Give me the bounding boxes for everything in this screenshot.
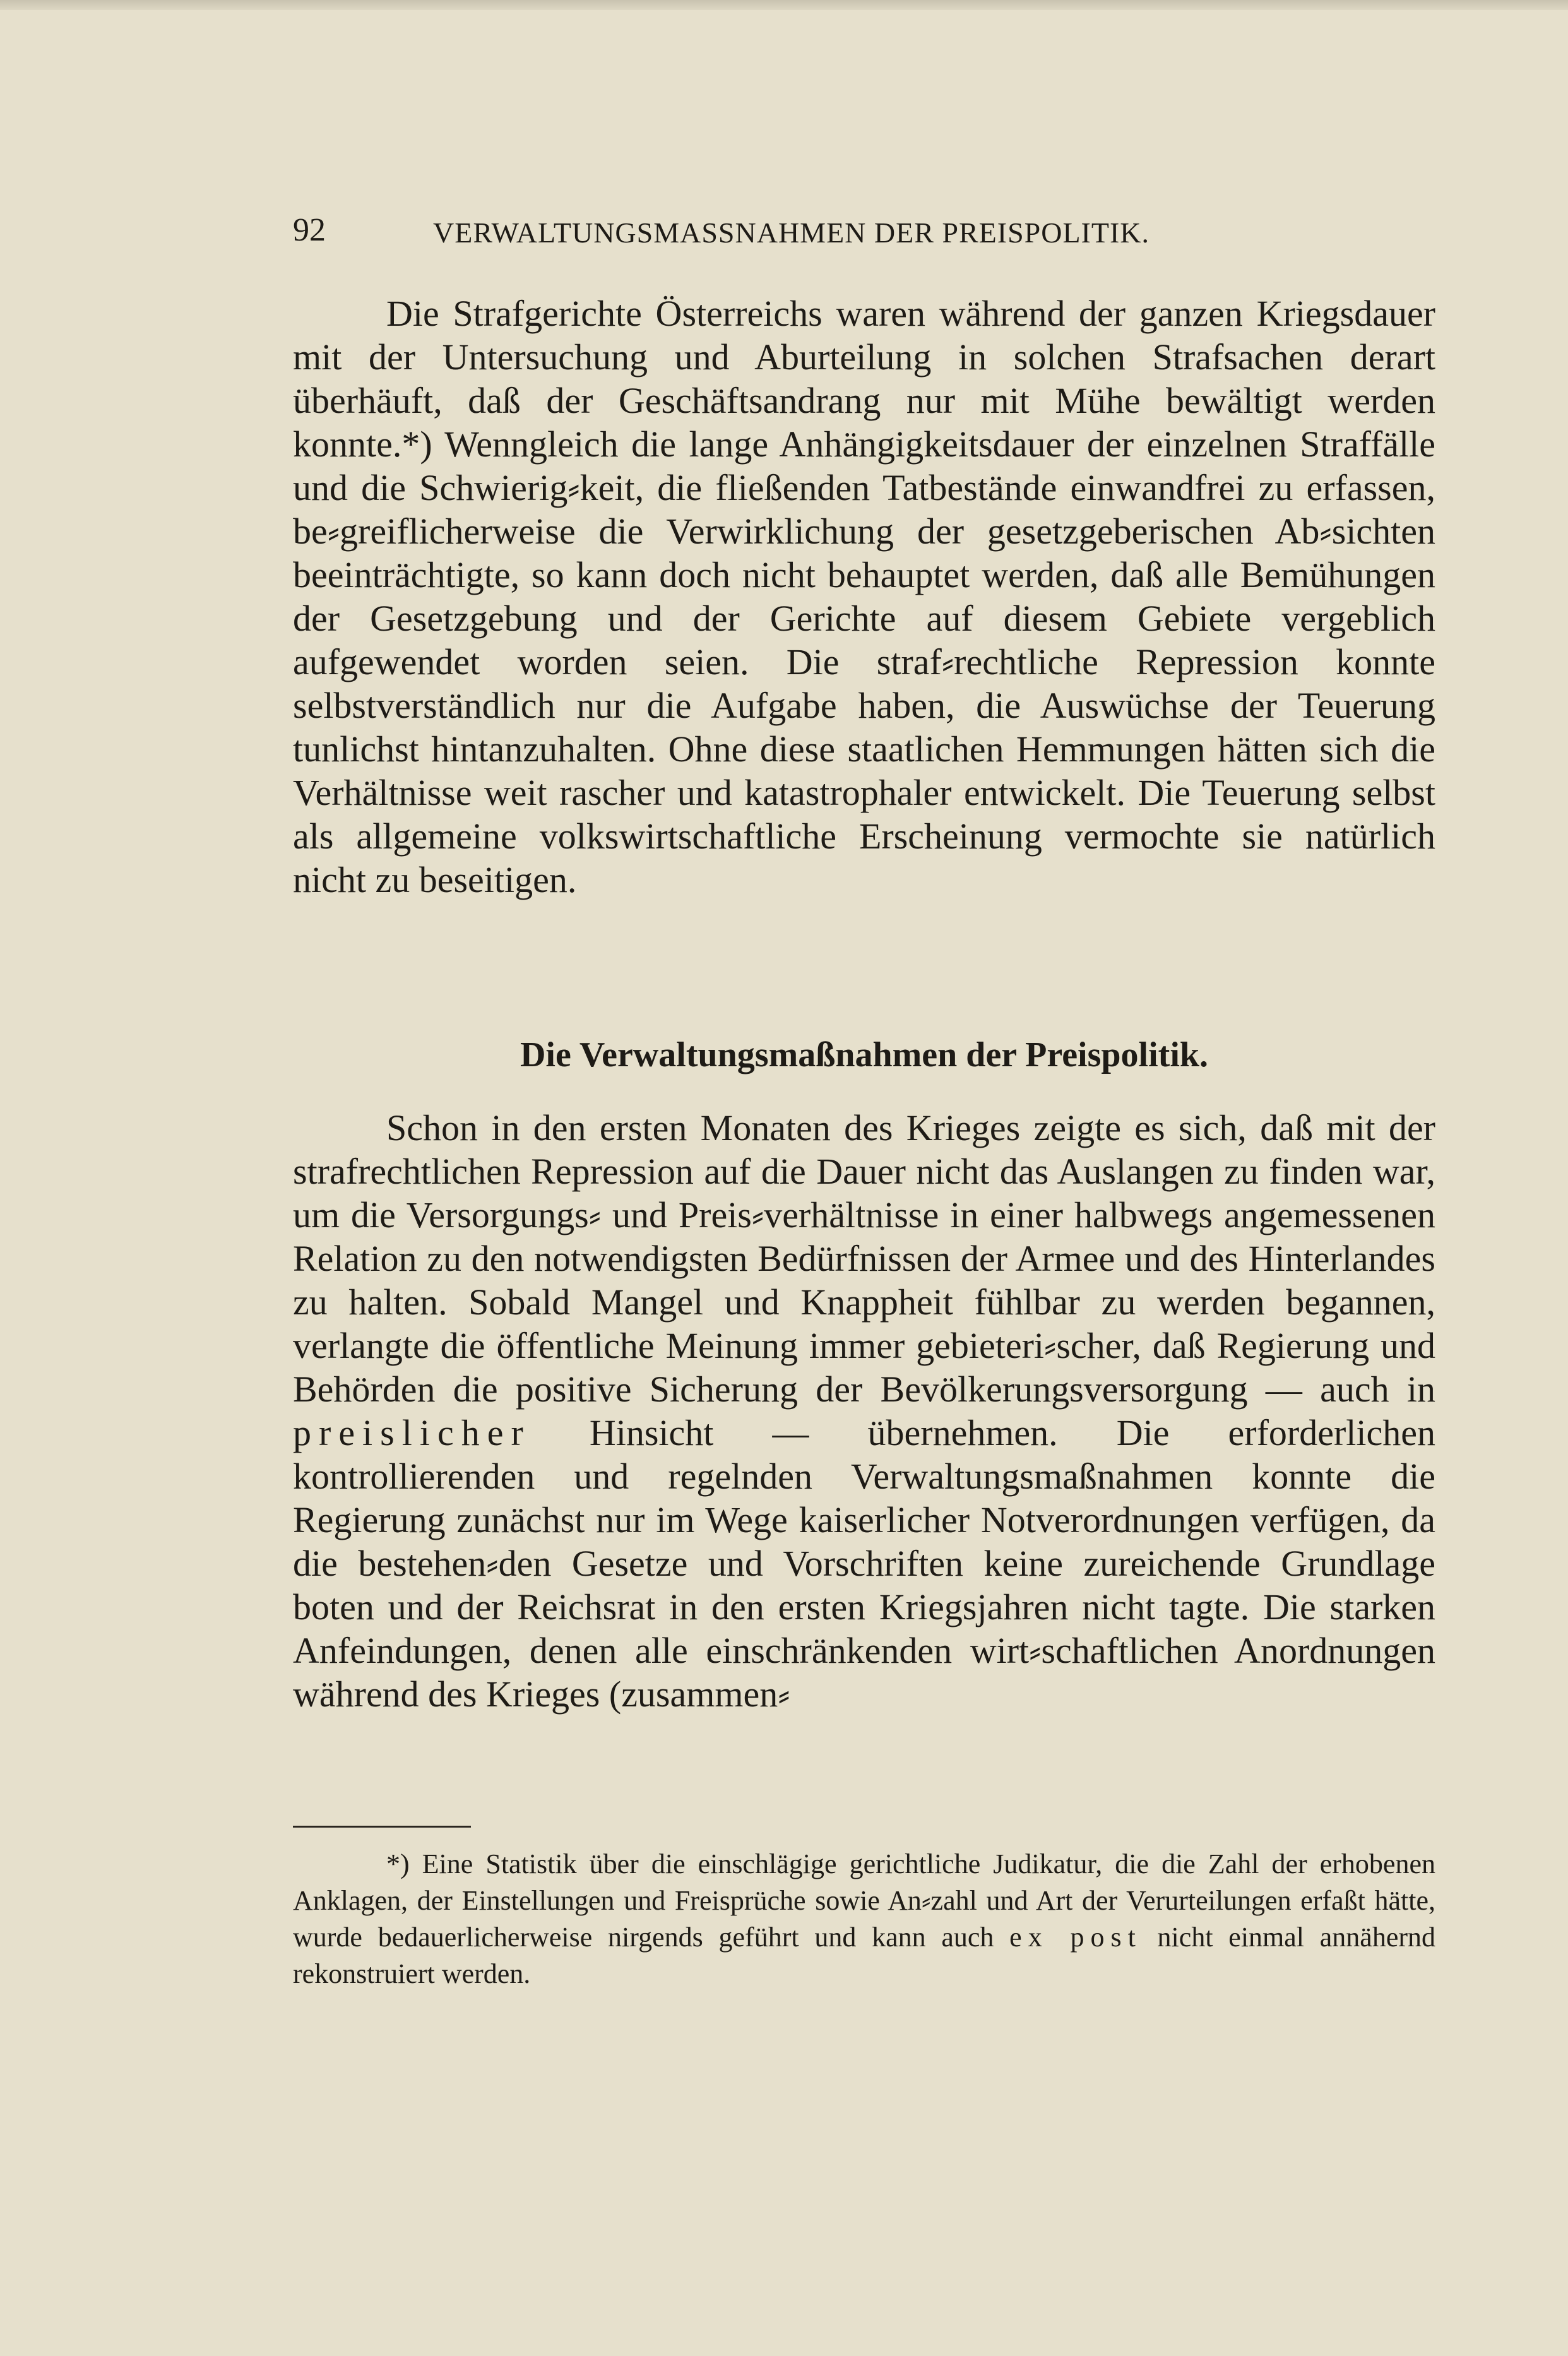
top-edge-rule [0,0,1568,10]
footnote-divider [293,1826,471,1828]
body-paragraph-2 [293,1106,1435,1716]
page-number: 92 [293,212,326,248]
emphasized-spaced-word: preislicher [293,1412,531,1453]
body-paragraph-1 [293,292,1435,901]
section-heading: Die Verwaltungsmaßnahmen der Preispolitik. [520,1035,1209,1074]
paragraph-1-text: Die Strafgerichte Österreichs waren während der ganzen Kriegsdauer mit der Untersuchung und Aburteilung in solchen Strafsachen derart überhäuft, daß der Geschäftsandrang nur mit Mühe bewältigt werden konnte.*) Wenngleich die lange Anhängigkeitsdauer der einzelnen Straffälle und die Schwierig⸗keit, die fließenden Tatbestände einwandfrei zu erfassen, be⸗greiflicherweise die Verwirklichung der gesetzgeberischen Ab⸗sichten beeinträchtigte, so kann doch nicht behauptet werden, daß alle Bemühungen der Gesetzgebung und der Gerichte auf diesem Gebiete vergeblich aufgewendet worden seien. Die straf⸗rechtliche Repression konnte selbstverständlich nur die Aufgabe haben, die Auswüchse der Teuerung tunlichst hintanzuhalten. Ohne diese staatlichen Hemmungen hätten sich die Verhältnisse weit rascher und katastrophaler entwickelt. Die Teuerung selbst als allgemeine volkswirtschaftliche Erscheinung vermochte sie natürlich nicht zu beseitigen. [293,293,1435,900]
paragraph-2-text-end: Hinsicht — übernehmen. Die erforderlichen kontrollierenden und regelnden Verwaltungsmaßnahmen konnte die Regierung zunächst nur im Wege kaiserlicher Notverordnungen verfügen, da die bestehen⸗den Gesetze und Vorschriften keine zureichende Grundlage boten und der Reichsrat in den ersten Kriegsjahren nicht tagte. Die starken Anfeindungen, denen alle einschränkenden wirt⸗schaftlichen Anordnungen während des Krieges (zusammen⸗ [293,1412,1435,1715]
running-title: VERWALTUNGSMASSNAHMEN DER PREISPOLITIK. [433,217,1150,249]
footnote-text-end: nicht einmal annähernd rekonstruiert werden. [293,1922,1436,1989]
page-header [293,208,1435,253]
footnote [293,1846,1435,1992]
footnote-emphasized-phrase: ex post [1009,1922,1142,1953]
paragraph-2-text-start: Schon in den ersten Monaten des Krieges zeigte es sich, daß mit der strafrechtlichen Repression auf die Dauer nicht das Auslangen zu finden war, um die Versorgungs⸗ und Preis⸗verhältnisse in einer halbwegs angemessenen Relation zu den notwendigsten Bedürfnissen der Armee und des Hinterlandes zu halten. Sobald Mangel und Knappheit fühlbar zu werden begannen, verlangte die öffentliche Meinung immer gebieteri⸗scher, daß Regierung und Behörden die positive Sicherung der Bevölkerungsversorgung — auch in [293,1107,1435,1410]
footnote-text-start: *) Eine Statistik über die einschlägige gerichtliche Judikatur, die die Zahl der erhobenen Anklagen, der Einstellungen und Freisprüche sowie An⸗zahl und Art der Verurteilungen erfaßt hätte, wurde bedauerlicherweise nirgends geführt und kann auch [293,1848,1435,1953]
